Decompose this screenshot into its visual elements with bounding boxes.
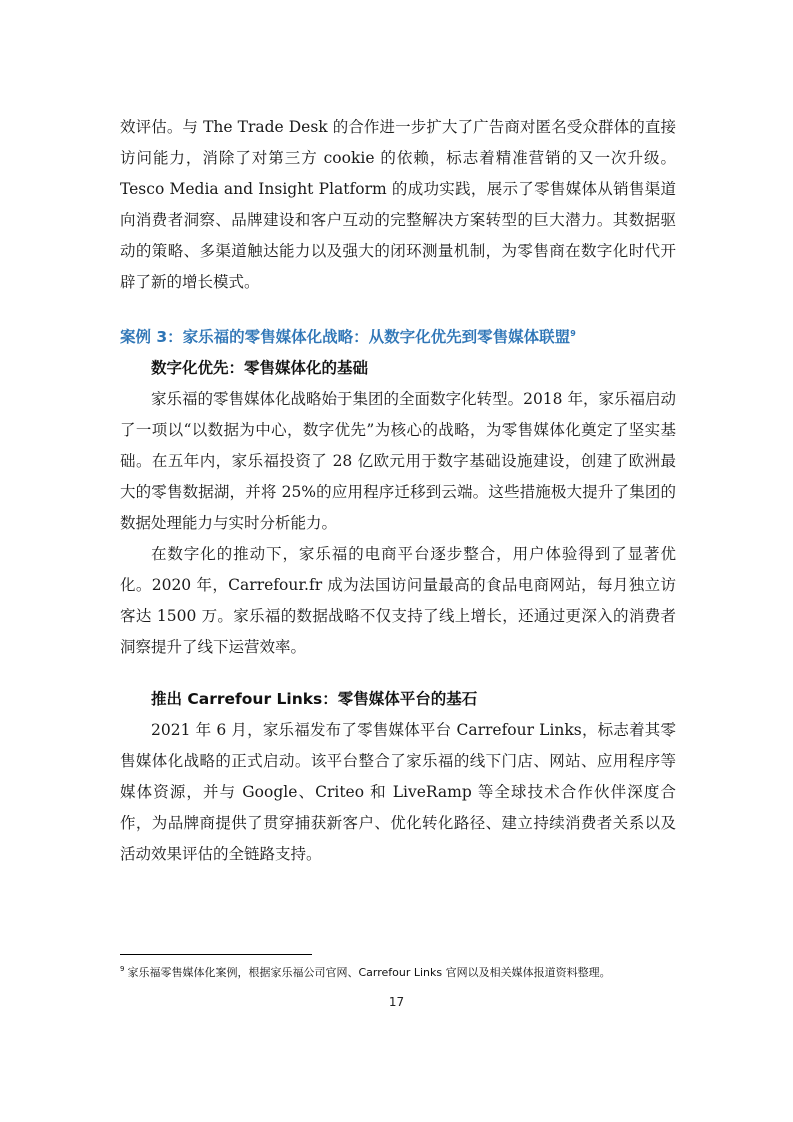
case-heading — [120, 322, 676, 353]
footnote — [120, 965, 680, 981]
case-footnote-ref[interactable]: 9 — [570, 328, 576, 338]
footnote-marker: 9 — [120, 965, 125, 974]
section2-paragraph-1: 2021 年 6 月，家乐福发布了零售媒体平台 Carrefour Links，标志着其零售媒体化战略的正式启动。该平台整合了家乐福的线下门店、网站、应用程序等媒体资源，并与 Google、Criteo 和 LiveRamp 等全球技术合作伙伴深度合作，为品牌商提供了贯穿捕获新客户、优化转化路径、建立持续消费者关系以及活动效果评估的全链路支持。 — [120, 721, 676, 863]
footnote-text: 家乐福零售媒体化案例，根据家乐福公司官网、Carrefour Links 官网以及相关媒体报道资料整理。 — [127, 966, 611, 979]
section1-paragraph-2: 在数字化的推动下，家乐福的电商平台逐步整合，用户体验得到了显著优化。2020 年，Carrefour.fr 成为法国访问量最高的食品电商网站，每月独立访客达 1500 万。家乐福的数据战略不仅支持了线上增长，还通过更深入的消费者洞察提升了线下运营效率。 — [120, 545, 676, 656]
section1-paragraph-1: 家乐福的零售媒体化战略始于集团的全面数字化转型。2018 年，家乐福启动了一项以“以数据为中心，数字优先”为核心的战略，为零售媒体化奠定了坚实基础。在五年内，家乐福投资了 28 亿欧元用于数字基础设施建设，创建了欧洲最大的零售数据湖，并将 25%的应用程序迁移到云端。这些措施极大提升了集团的数据处理能力与实时分析能力。 — [120, 390, 676, 532]
footnote-divider — [120, 954, 312, 955]
section-heading-digital-first: 数字化优先：零售媒体化的基础 — [151, 359, 369, 377]
page-number: 17 — [388, 995, 405, 1009]
page-body — [120, 112, 676, 870]
section-heading-carrefour-links: 推出 Carrefour Links：零售媒体平台的基石 — [151, 690, 478, 708]
intro-paragraph: 效评估。与 The Trade Desk 的合作进一步扩大了广告商对匿名受众群体的直接访问能力，消除了对第三方 cookie 的依赖，标志着精准营销的又一次升级。Tesco Media and Insight Platform 的成功实践，展示了零售媒体从销售渠道向消费者洞察、品牌建设和客户互动的完整解决方案转型的巨大潜力。其数据驱动的策略、多渠道触达能力以及强大的闭环测量机制，为零售商在数字化时代开辟了新的增长模式。 — [120, 118, 676, 291]
case-heading-text: 案例 3：家乐福的零售媒体化战略：从数字化优先到零售媒体联盟 — [120, 328, 571, 346]
